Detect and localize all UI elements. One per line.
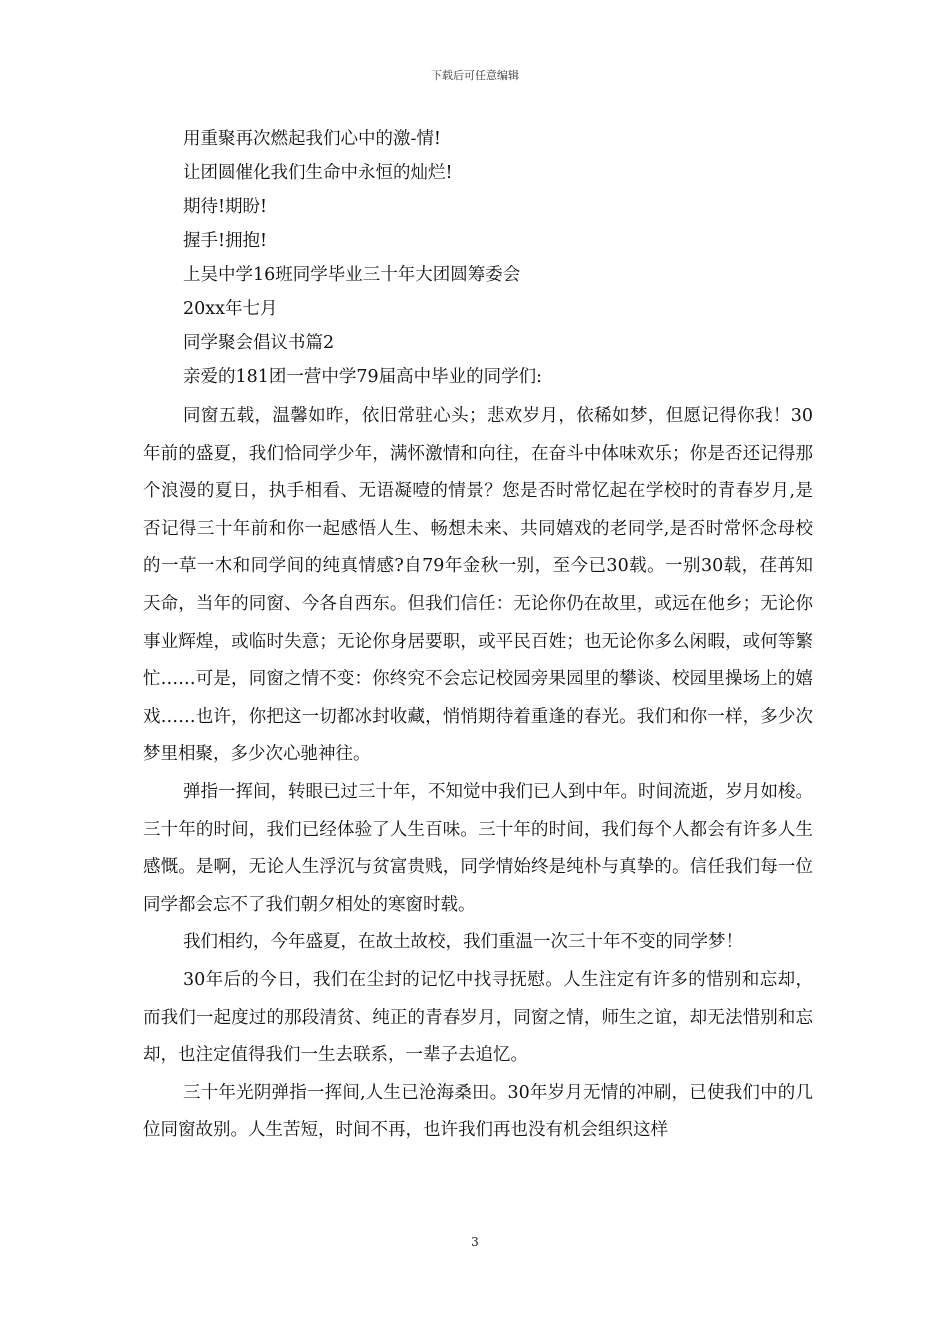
text-line: 让团圆催化我们生命中永恒的灿烂!	[183, 163, 453, 183]
signature-line: 上吴中学16班同学毕业三十年大团圆筹委会	[183, 265, 521, 285]
paragraph: 30年后的今日，我们在尘封的记忆中找寻抚慰。人生注定有许多的惜别和忘却，而我们一起度过的那段清贫、纯正的青春岁月，同窗之情，师生之谊，却无法惜别和忘却，也注定值得我们一生去联系，一辈子去追忆。	[143, 969, 813, 1066]
section-title: 同学聚会倡议书篇2	[183, 333, 335, 353]
page-header: 下载后可任意编辑	[431, 69, 519, 82]
salutation: 亲爱的181团一营中学79届高中毕业的同学们:	[183, 367, 543, 387]
text-line: 用重聚再次燃起我们心中的激-情!	[183, 129, 441, 149]
paragraph: 三十年光阴弹指一挥间,人生已沧海桑田。30年岁月无情的冲刷，已使我们中的几位同窗故别。人生苦短，时间不再，也许我们再也没有机会组织这样	[143, 1082, 813, 1141]
page-number: 3	[471, 1235, 479, 1249]
text-line: 握手!拥抱!	[183, 231, 268, 251]
document-body	[143, 122, 813, 1150]
text-line: 期待!期盼!	[183, 197, 268, 217]
paragraph: 我们相约，今年盛夏，在故土故校，我们重温一次三十年不变的同学梦！	[183, 932, 743, 953]
paragraph: 弹指一挥间，转眼已过三十年，不知觉中我们已人到中年。时间流逝，岁月如梭。三十年的时间，我们已经体验了人生百味。三十年的时间，我们每个人都会有许多人生感慨。是啊，无论人生浮沉与贫富贵贱，同学情始终是纯朴与真挚的。信任我们每一位同学都会忘不了我们朝夕相处的寒窗时载。	[143, 781, 813, 915]
date-line: 20xx年七月	[183, 299, 278, 319]
paragraph: 同窗五载，温馨如昨，依旧常驻心头；悲欢岁月，依稀如梦，但愿记得你我！30年前的盛夏，我们恰同学少年，满怀激情和向往，在奋斗中体味欢乐；你是否还记得那个浪漫的夏日，执手相看、无语凝噎的情景？您是否时常忆起在学校时的青春岁月,是否记得三十年前和你一起感悟人生、畅想未来、共同嬉戏的老同学,是否时常怀念母校的一草一木和同学间的纯真情感?自79年金秋一别，至今已30载。一别30载，荏苒知天命，当年的同窗、今各自西东。但我们信任：无论你仍在故里，或远在他乡；无论你事业辉煌，或临时失意；无论你身居要职，或平民百姓；也无论你多么闲暇，或何等繁忙……可是，同窗之情不变：你终究不会忘记校园旁果园里的攀谈、校园里操场上的嬉戏……也许，你把这一切都冰封收藏，悄悄期待着重逢的春光。我们和你一样，多少次梦里相聚，多少次心驰神往。	[143, 406, 813, 765]
